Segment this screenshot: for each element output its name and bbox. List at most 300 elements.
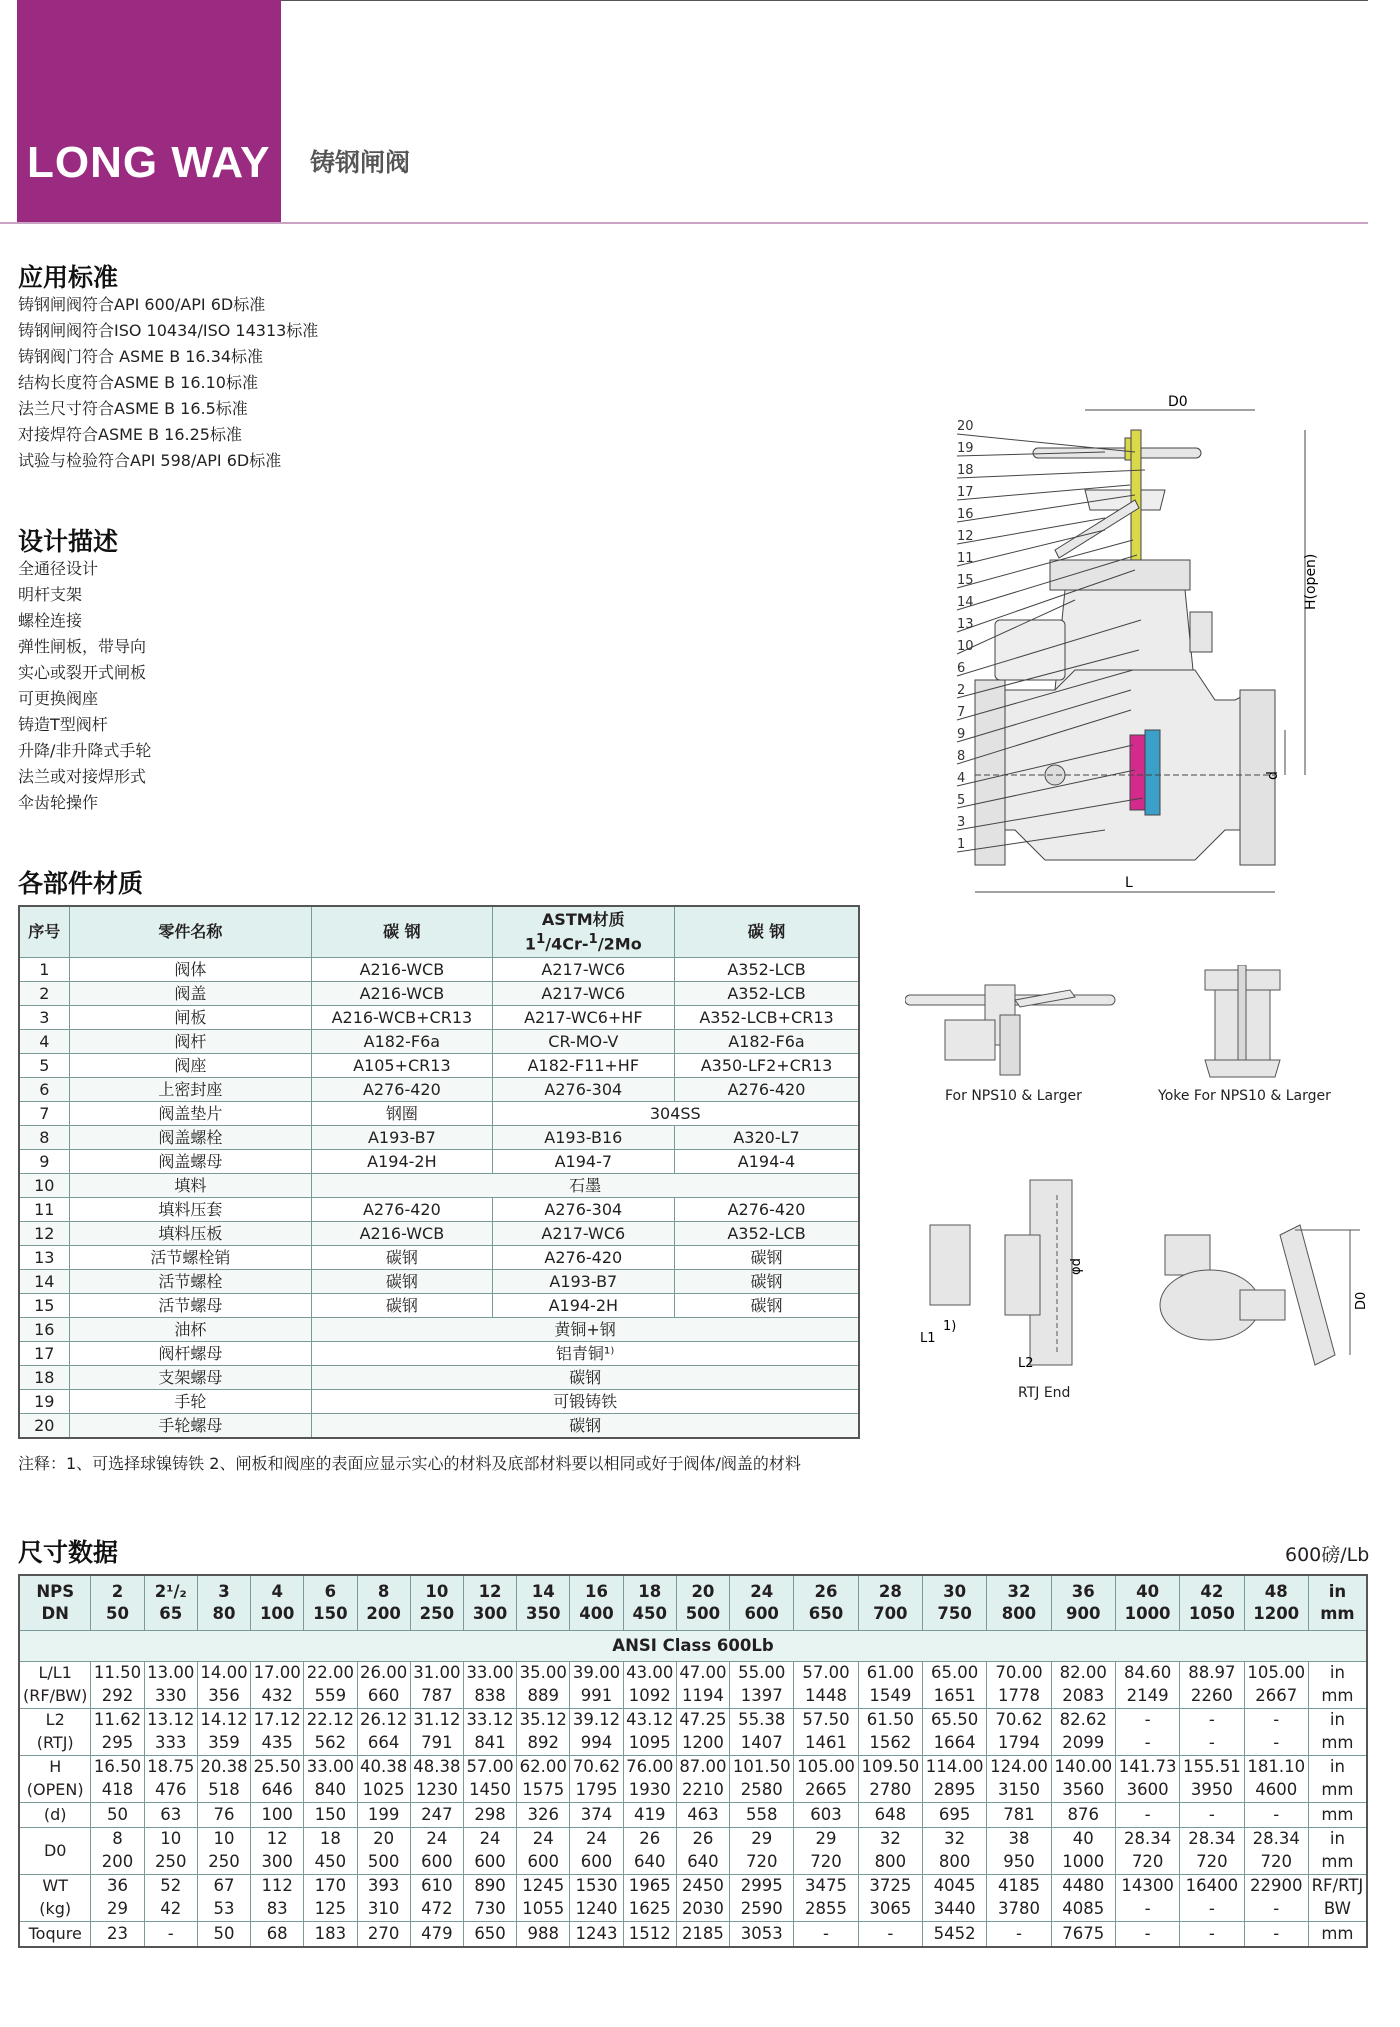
material-cell: 8 [19, 1126, 69, 1150]
material-cell: A182-F11+HF [492, 1054, 674, 1078]
material-cell: 碳钢 [312, 1270, 492, 1294]
part-number-label: 3 [957, 815, 966, 830]
dimension-cell: 14300 - [1115, 1875, 1179, 1922]
dimension-cell: - [987, 1922, 1051, 1948]
dimension-cell: - [144, 1922, 197, 1948]
dimension-row [19, 1662, 1367, 1709]
dimension-cell: 22.00 559 [304, 1662, 357, 1709]
standard-item: 铸钢闸阀符合API 600/API 6D标准 [18, 295, 266, 314]
material-cell: A193-B7 [312, 1126, 492, 1150]
material-row [19, 1246, 859, 1270]
dimension-cell: 24 600 [410, 1828, 463, 1875]
dimension-cell: 26.12 664 [357, 1709, 410, 1756]
dimension-row-label: (d) [19, 1803, 91, 1828]
dimension-cell: 70.62 1795 [570, 1756, 623, 1803]
nps-value: 2 [111, 1582, 124, 1601]
dimension-row [19, 1875, 1367, 1922]
material-row [19, 1198, 859, 1222]
material-cell: 阀体 [69, 958, 312, 982]
dimension-cell: 23 [91, 1922, 144, 1948]
size-header [251, 1575, 304, 1631]
design-item: 全通径设计 [18, 559, 99, 578]
dn-value: 80 [212, 1604, 236, 1623]
dimension-cell: - [1180, 1922, 1244, 1948]
dimension-cell: 48.38 1230 [410, 1756, 463, 1803]
size-header [922, 1575, 986, 1631]
dimension-cell: 419 [623, 1803, 676, 1828]
part-number-label: 10 [957, 639, 974, 654]
dimension-row [19, 1756, 1367, 1803]
dimension-cell: 25.50 646 [251, 1756, 304, 1803]
material-cell: 上密封座 [69, 1078, 312, 1102]
dn-value: 800 [1001, 1604, 1037, 1623]
material-cell: 阀座 [69, 1054, 312, 1078]
design-item: 明杆支架 [18, 585, 83, 604]
material-row [19, 1150, 859, 1174]
design-item: 弹性闸板，带导向 [18, 637, 147, 656]
nps-value: 32 [1007, 1582, 1031, 1601]
dimension-cell: 558 [730, 1803, 794, 1828]
dimension-cell: 326 [517, 1803, 570, 1828]
nps-value: 30 [943, 1582, 967, 1601]
nps-value: 14 [531, 1582, 555, 1601]
dimension-row-label: L/L1 (RF/BW) [19, 1662, 91, 1709]
material-cell: 5 [19, 1054, 69, 1078]
yoke-caption: Yoke For NPS10 & Larger [1158, 1088, 1331, 1104]
design-item: 铸造T型阀杆 [18, 715, 108, 734]
nps-value: 12 [478, 1582, 502, 1601]
dimension-cell: - [858, 1922, 922, 1948]
dimension-cell: 2450 2030 [676, 1875, 729, 1922]
dn-value: 150 [313, 1604, 348, 1623]
dimension-cell: 38 950 [987, 1828, 1051, 1875]
dimension-cell: 610 472 [410, 1875, 463, 1922]
part-number-label: 4 [957, 771, 966, 786]
material-cell: A320-L7 [675, 1126, 859, 1150]
dimension-cell: 87.00 2210 [676, 1756, 729, 1803]
material-cell: 12 [19, 1222, 69, 1246]
part-number-label: 14 [957, 595, 974, 610]
size-header [463, 1575, 516, 1631]
dimension-row-label: H (OPEN) [19, 1756, 91, 1803]
dn-value: 65 [159, 1604, 183, 1623]
dimension-cell: 82.00 2083 [1051, 1662, 1115, 1709]
dimension-cell: 31.00 787 [410, 1662, 463, 1709]
materials-heading: 各部件材质 [18, 869, 144, 898]
dn-value: 100 [259, 1604, 295, 1623]
standard-item: 铸钢闸阀符合ISO 10434/ISO 14313标准 [18, 321, 319, 340]
material-cell: A276-420 [675, 1198, 859, 1222]
dimension-cell: 463 [676, 1803, 729, 1828]
material-cell: A276-304 [492, 1078, 674, 1102]
dimension-cell: 650 [463, 1922, 516, 1948]
dimension-cell: 40 1000 [1051, 1828, 1115, 1875]
size-header [730, 1575, 794, 1631]
material-cell: 17 [19, 1342, 69, 1366]
dim-d0-label: D0 [1168, 394, 1188, 410]
dn-value: 400 [579, 1604, 614, 1623]
standard-item: 试验与检验符合API 598/API 6D标准 [18, 451, 282, 470]
dimension-cell: 141.73 3600 [1115, 1756, 1179, 1803]
material-row [19, 1294, 859, 1318]
dimension-cell: 40.38 1025 [357, 1756, 410, 1803]
dimension-cell: 4480 4085 [1051, 1875, 1115, 1922]
dimension-cell: 33.00 838 [463, 1662, 516, 1709]
material-cell: 铝青铜¹⁾ [312, 1342, 859, 1366]
yoke-drawing [1190, 965, 1300, 1080]
size-header [410, 1575, 463, 1631]
rtj-phid-label: φd [1069, 1258, 1084, 1275]
material-cell: 填料压板 [69, 1222, 312, 1246]
dimension-unit: in mm [1308, 1662, 1367, 1709]
col-header-astm [492, 906, 674, 958]
dimension-cell: 35.12 892 [517, 1709, 570, 1756]
dimension-cell: 18 450 [304, 1828, 357, 1875]
dimension-cell: 20 500 [357, 1828, 410, 1875]
gate-valve-sectional-drawing [955, 390, 1355, 910]
dimension-cell: 76 [197, 1803, 250, 1828]
dimension-cell: 170 125 [304, 1875, 357, 1922]
dimension-row-label: WT (kg) [19, 1875, 91, 1922]
material-cell: 阀盖螺母 [69, 1150, 312, 1174]
dimension-cell: 84.60 2149 [1115, 1662, 1179, 1709]
material-cell: 阀盖垫片 [69, 1102, 312, 1126]
materials-header-row [19, 906, 859, 958]
dimension-cell: 39.00 991 [570, 1662, 623, 1709]
nps-value: 6 [324, 1582, 337, 1601]
dimension-cell: 43.00 1092 [623, 1662, 676, 1709]
page-title: 铸钢闸阀 [310, 148, 411, 177]
size-header [858, 1575, 922, 1631]
material-cell: A352-LCB+CR13 [675, 1006, 859, 1030]
dimension-cell: 105.00 2665 [794, 1756, 858, 1803]
design-item: 伞齿轮操作 [18, 793, 99, 812]
dn-value: 700 [873, 1604, 908, 1623]
brand-block [17, 0, 281, 224]
material-cell: 阀盖螺栓 [69, 1126, 312, 1150]
material-row [19, 1414, 859, 1439]
dimension-cell: 114.00 2895 [922, 1756, 986, 1803]
dimension-cell: 33.12 841 [463, 1709, 516, 1756]
dim-l-label: L [1125, 875, 1133, 891]
dimension-cell: 29 720 [794, 1828, 858, 1875]
dimension-cell: 14.00 356 [197, 1662, 250, 1709]
dimension-cell: 5452 [922, 1922, 986, 1948]
dimension-cell: 1243 [570, 1922, 623, 1948]
class-label: ANSI Class 600Lb [19, 1631, 1367, 1662]
dimension-cell: 101.50 2580 [730, 1756, 794, 1803]
dimension-cell: 13.12 333 [144, 1709, 197, 1756]
dimension-cell: - [1115, 1803, 1179, 1828]
rtj-l2-label: L2 [1018, 1356, 1034, 1371]
header-divider [0, 222, 1368, 224]
material-cell: 6 [19, 1078, 69, 1102]
material-cell: 阀盖 [69, 982, 312, 1006]
material-cell: 9 [19, 1150, 69, 1174]
dimension-unit: in mm [1308, 1709, 1367, 1756]
dn-value: 650 [808, 1604, 844, 1623]
material-cell: A105+CR13 [312, 1054, 492, 1078]
dn-value: 900 [1066, 1604, 1101, 1623]
dimension-cell: 57.00 1448 [794, 1662, 858, 1709]
dimension-cell: 3053 [730, 1922, 794, 1948]
rtj-l1-label: L1 [920, 1331, 936, 1346]
material-row [19, 958, 859, 982]
material-cell: 石墨 [312, 1174, 859, 1198]
material-row [19, 1174, 859, 1198]
dimension-cell: - - [1115, 1709, 1179, 1756]
material-row [19, 1054, 859, 1078]
dimension-cell: 26 640 [676, 1828, 729, 1875]
dimension-cell: 781 [987, 1803, 1051, 1828]
material-cell: 活节螺栓 [69, 1270, 312, 1294]
dimension-row-label: Toqure [19, 1922, 91, 1948]
material-cell: 可锻铸铁 [312, 1390, 859, 1414]
dimension-cell: 26.00 660 [357, 1662, 410, 1709]
dimension-cell: 22900 - [1244, 1875, 1308, 1922]
dimension-cell: 47.25 1200 [676, 1709, 729, 1756]
dimension-cell: 18.75 476 [144, 1756, 197, 1803]
bevel-gear-drawing [905, 975, 1120, 1085]
dimension-row-label: D0 [19, 1828, 91, 1875]
dn-value: 50 [106, 1604, 130, 1623]
dimension-cell: 32 800 [922, 1828, 986, 1875]
nps-value: 40 [1136, 1582, 1160, 1601]
dn-value: 750 [937, 1604, 972, 1623]
dimension-cell: 31.12 791 [410, 1709, 463, 1756]
dimension-cell: 3725 3065 [858, 1875, 922, 1922]
material-cell: 13 [19, 1246, 69, 1270]
nps-value: 3 [218, 1582, 230, 1601]
material-cell: 活节螺栓销 [69, 1246, 312, 1270]
design-item: 法兰或对接焊形式 [18, 767, 147, 786]
material-cell: A216-WCB+CR13 [312, 1006, 492, 1030]
dimension-cell: 61.50 1562 [858, 1709, 922, 1756]
material-cell: A182-F6a [675, 1030, 859, 1054]
dimension-cell: - [1180, 1803, 1244, 1828]
nps-value: 26 [814, 1582, 838, 1601]
dimension-cell: 39.12 994 [570, 1709, 623, 1756]
dimension-cell: 55.38 1407 [730, 1709, 794, 1756]
part-number-label: 17 [957, 485, 974, 500]
dn-value: 350 [526, 1604, 561, 1623]
material-row [19, 1126, 859, 1150]
dimension-cell: 32 800 [858, 1828, 922, 1875]
material-cell: 18 [19, 1366, 69, 1390]
dn-value: 500 [685, 1604, 721, 1623]
dimension-cell: 199 [357, 1803, 410, 1828]
part-number-label: 9 [957, 727, 966, 742]
size-header [1244, 1575, 1308, 1631]
part-number-label: 7 [957, 705, 966, 720]
dimension-cell: 479 [410, 1922, 463, 1948]
material-cell: 3 [19, 1006, 69, 1030]
rtj-d0-label: D0 [1354, 1291, 1369, 1310]
design-item: 可更换阀座 [18, 689, 99, 708]
dn-value: 450 [632, 1604, 667, 1623]
standard-item: 对接焊符合ASME B 16.25标准 [18, 425, 242, 444]
rtj-note-label: 1) [943, 1319, 957, 1334]
dimension-cell: 24 600 [570, 1828, 623, 1875]
dimension-cell: 109.50 2780 [858, 1756, 922, 1803]
dim-d-label: d [1265, 771, 1281, 780]
dimension-cell: 57.00 1450 [463, 1756, 516, 1803]
dimension-cell: 22.12 562 [304, 1709, 357, 1756]
dimension-cell: 155.51 3950 [1180, 1756, 1244, 1803]
dimension-cell: 26 640 [623, 1828, 676, 1875]
dimension-cell: 17.00 432 [251, 1662, 304, 1709]
part-number-label: 12 [957, 529, 974, 544]
material-cell: 20 [19, 1414, 69, 1439]
dimension-cell: 50 [197, 1922, 250, 1948]
dimension-cell: 82.62 2099 [1051, 1709, 1115, 1756]
material-cell: A194-4 [675, 1150, 859, 1174]
dn-value: 1000 [1124, 1604, 1171, 1623]
material-cell: A276-420 [312, 1078, 492, 1102]
material-row [19, 982, 859, 1006]
dimension-cell: 43.12 1095 [623, 1709, 676, 1756]
dim-h-open-label: H(open) [1303, 553, 1319, 610]
dimension-cell: 603 [794, 1803, 858, 1828]
design-item: 升降/非升降式手轮 [18, 741, 152, 760]
material-row [19, 1222, 859, 1246]
dimension-cell: 28.34 720 [1244, 1828, 1308, 1875]
material-cell: 黄铜+钢 [312, 1318, 859, 1342]
dimension-cell: 112 83 [251, 1875, 304, 1922]
material-cell: 碳钢 [675, 1246, 859, 1270]
dn-value: 600 [744, 1604, 779, 1623]
nps-value: 10 [425, 1582, 449, 1601]
dn-value: 1200 [1253, 1604, 1300, 1623]
material-cell: 16 [19, 1318, 69, 1342]
material-cell: A217-WC6 [492, 982, 674, 1006]
material-cell: 19 [19, 1390, 69, 1414]
material-cell: A352-LCB [675, 982, 859, 1006]
dimension-cell: 16400 - [1180, 1875, 1244, 1922]
dimension-cell: 695 [922, 1803, 986, 1828]
rtj-caption: RTJ End [1018, 1385, 1071, 1401]
dimension-cell: 890 730 [463, 1875, 516, 1922]
standard-item: 铸钢阀门符合 ASME B 16.34标准 [18, 347, 264, 366]
dimension-cell: 648 [858, 1803, 922, 1828]
nps-value: 2¹/₂ [154, 1582, 187, 1601]
dimension-unit: in mm [1308, 1828, 1367, 1875]
material-cell: 7 [19, 1102, 69, 1126]
material-row [19, 1390, 859, 1414]
part-number-label: 1 [957, 837, 966, 852]
nps-value: 20 [691, 1582, 715, 1601]
material-cell: 4 [19, 1030, 69, 1054]
size-header [570, 1575, 623, 1631]
dimension-cell: 24 600 [463, 1828, 516, 1875]
material-cell: CR-MO-V [492, 1030, 674, 1054]
material-cell: 1 [19, 958, 69, 982]
dimension-cell: 11.50 292 [91, 1662, 144, 1709]
gear-caption: For NPS10 & Larger [945, 1088, 1082, 1104]
size-header [144, 1575, 197, 1631]
material-cell: A276-420 [675, 1078, 859, 1102]
size-header [794, 1575, 858, 1631]
material-row [19, 1342, 859, 1366]
material-cell: A352-LCB [675, 1222, 859, 1246]
material-cell: 碳钢 [675, 1270, 859, 1294]
dimension-cell: 298 [463, 1803, 516, 1828]
material-row [19, 1270, 859, 1294]
astm-title: ASTM材质 [541, 909, 625, 929]
astm-subtitle: $1^1/4Cr-^1/2Mo$ [524, 931, 642, 954]
standards-list [18, 292, 318, 474]
dimension-cell: 10 250 [197, 1828, 250, 1875]
nps-dn-header: NPS DN [19, 1575, 91, 1631]
dimension-cell: - [1115, 1922, 1179, 1948]
dimension-cell: - [1244, 1922, 1308, 1948]
dimension-cell: 1530 1240 [570, 1875, 623, 1922]
dimension-cell: - [794, 1922, 858, 1948]
nps-value: 18 [638, 1582, 662, 1601]
top-rule [281, 0, 1368, 1]
dimension-cell: - - [1244, 1709, 1308, 1756]
dimension-cell: 88.97 2260 [1180, 1662, 1244, 1709]
size-header [197, 1575, 250, 1631]
size-header [1115, 1575, 1179, 1631]
dimension-cell: 10 250 [144, 1828, 197, 1875]
dimension-cell: 70.62 1794 [987, 1709, 1051, 1756]
nps-value: 24 [750, 1582, 774, 1601]
col-header-carbon-steel-2: 碳 钢 [675, 906, 859, 958]
material-cell: 碳钢 [312, 1366, 859, 1390]
material-cell: A216-WCB [312, 982, 492, 1006]
dimension-cell: 20.38 518 [197, 1756, 250, 1803]
dimension-cell: 12 300 [251, 1828, 304, 1875]
dimension-cell: 16.50 418 [91, 1756, 144, 1803]
material-cell: 钢圈 [312, 1102, 492, 1126]
material-cell: 碳钢 [312, 1294, 492, 1318]
material-cell: 支架螺母 [69, 1366, 312, 1390]
material-cell: 碳钢 [312, 1246, 492, 1270]
nps-value: 42 [1200, 1582, 1224, 1601]
dimension-cell: 13.00 330 [144, 1662, 197, 1709]
dimension-cell: 11.62 295 [91, 1709, 144, 1756]
material-cell: 碳钢 [312, 1414, 859, 1439]
dimension-cell: 393 310 [357, 1875, 410, 1922]
design-list [18, 556, 151, 816]
material-cell: A276-304 [492, 1198, 674, 1222]
dimension-cell: 36 29 [91, 1875, 144, 1922]
part-number-label: 20 [957, 419, 974, 434]
leader-line [957, 470, 1145, 478]
dn-value: 200 [366, 1604, 401, 1623]
part-number-label: 2 [957, 683, 966, 698]
dn-value: 300 [472, 1604, 508, 1623]
material-cell: 碳钢 [675, 1294, 859, 1318]
part-number-label: 5 [957, 793, 966, 808]
col-header-carbon-steel: 碳 钢 [312, 906, 492, 958]
material-cell: A194-7 [492, 1150, 674, 1174]
size-header [517, 1575, 570, 1631]
part-number-label: 16 [957, 507, 974, 522]
dimension-cell: 33.00 840 [304, 1756, 357, 1803]
dimensions-header-row [19, 1575, 1367, 1631]
nps-value: 36 [1071, 1582, 1095, 1601]
part-number-label: 8 [957, 749, 966, 764]
material-cell: 2 [19, 982, 69, 1006]
dimension-row-label: L2 (RTJ) [19, 1709, 91, 1756]
part-number-label: 19 [957, 441, 974, 456]
dimension-cell: - - [1180, 1709, 1244, 1756]
brand-logo-text: LONG WAY [27, 138, 271, 187]
material-row [19, 1078, 859, 1102]
size-header [676, 1575, 729, 1631]
